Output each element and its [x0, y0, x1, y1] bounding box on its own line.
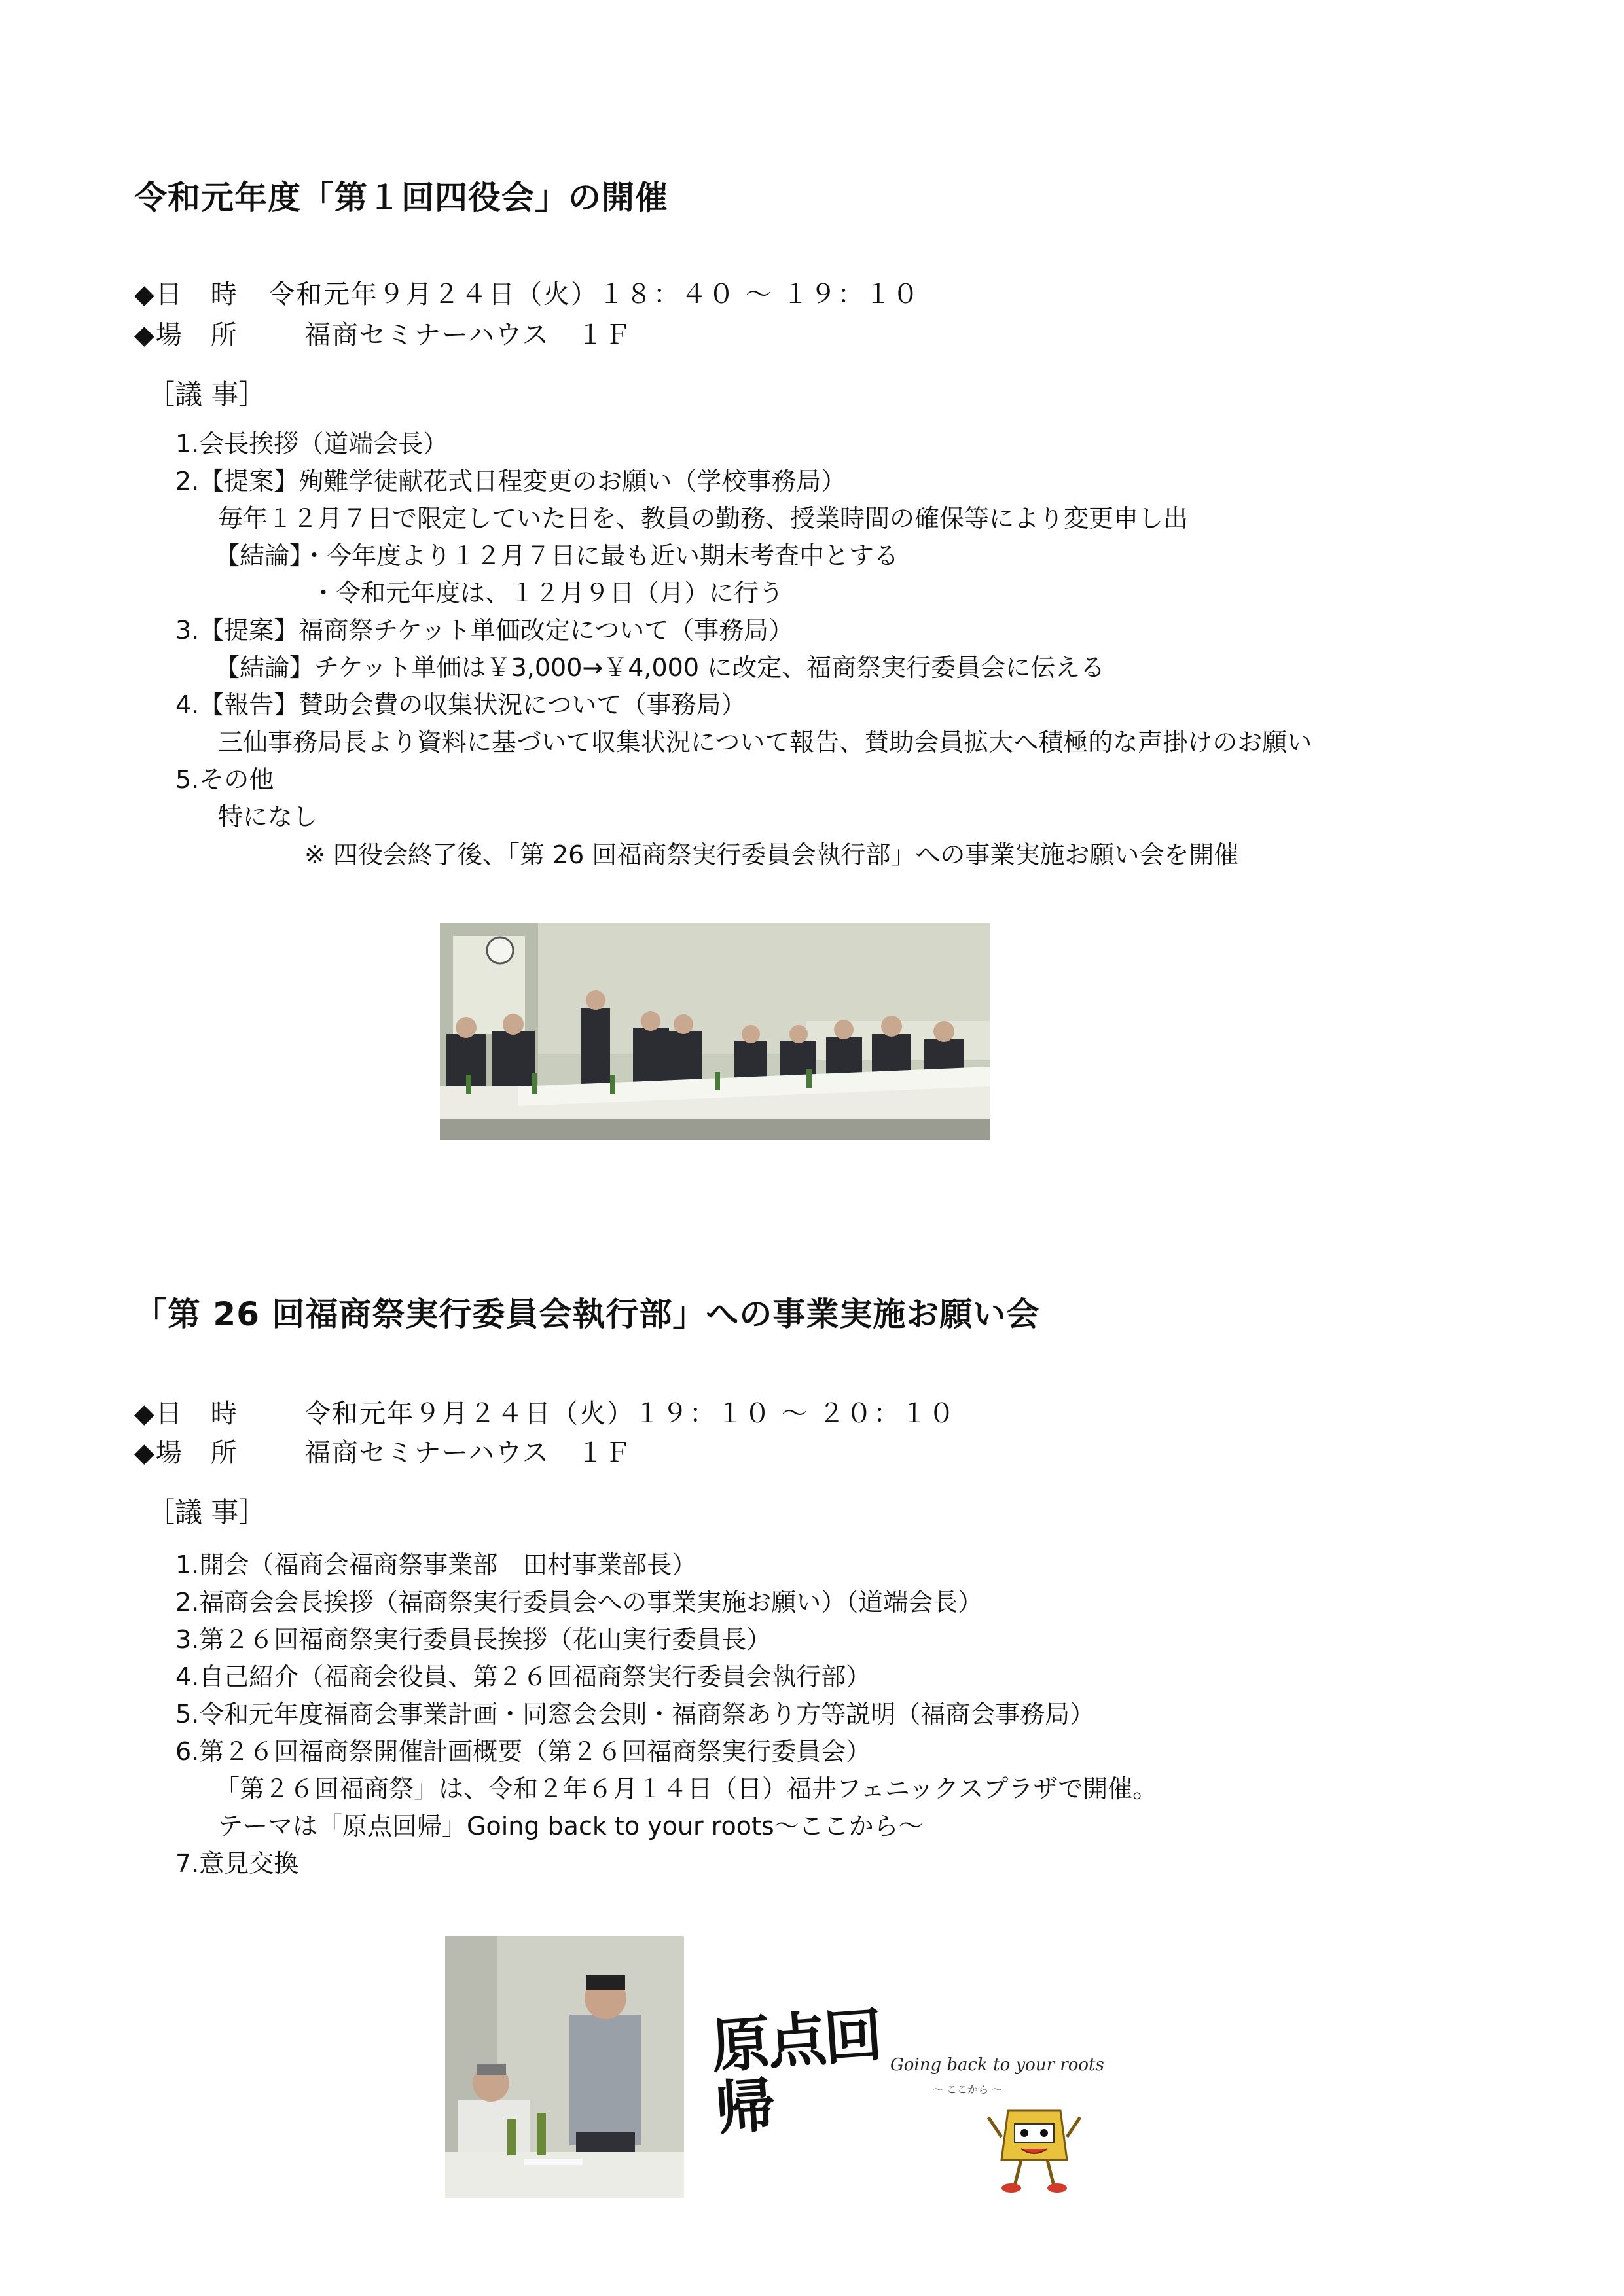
- section2-item: テーマは「原点回帰」Going back to your roots～ここから～: [218, 1812, 924, 1840]
- section2-item: 7.意見交換: [175, 1849, 299, 1878]
- section1-item: 2.【提案】殉難学徒献花式日程変更のお願い（学校事務局）: [175, 467, 846, 495]
- section2-item: 1.開会（福商会福商祭事業部 田村事業部長）: [175, 1551, 697, 1579]
- section2-item: 6.第２６回福商祭開催計画概要（第２６回福商祭実行委員会）: [175, 1737, 871, 1766]
- section1-place-value: 福商セミナーハウス １Ｆ: [304, 320, 632, 350]
- section2-item: 5.令和元年度福商会事業計画・同窓会会則・福商祭あり方等説明（福商会事務局）: [175, 1700, 1095, 1729]
- section1-item: 【結論】チケット単価は￥3,000→￥4,000 に改定、福商祭実行委員会に伝える: [215, 653, 1106, 682]
- section2-date-row: [134, 1393, 956, 1430]
- section2-place-label: ◆場 所: [134, 1438, 238, 1468]
- logo-english: Going back to your roots: [890, 2055, 1104, 2075]
- meeting-photo-2: [445, 1936, 684, 2198]
- mascot-icon: [985, 2098, 1083, 2196]
- section1-date-value: 令和元年９月２４日（火）１８：４０ ～ １９：１０: [268, 279, 920, 310]
- section1-place-label: ◆場 所: [134, 320, 238, 350]
- section2-title: 「第 26 回福商祭実行委員会執行部」への事業実施お願い会: [134, 1295, 1040, 1333]
- section1-item: 1.会長挨拶（道端会長）: [175, 429, 448, 458]
- section1-item: 特になし: [218, 802, 318, 831]
- section1-title: 令和元年度「第１回四役会」の開催: [134, 179, 668, 217]
- section2-place-value: 福商セミナーハウス １Ｆ: [304, 1438, 632, 1468]
- section2-item: 2.福商会会長挨拶（福商祭実行委員会への事業実施お願い）（道端会長）: [175, 1588, 983, 1617]
- section1-note: ※ 四役会終了後、「第 26 回福商祭実行委員会執行部」への事業実施お願い会を開催: [304, 840, 1239, 869]
- section1-item: ・令和元年度は、１２月９日（月）に行う: [311, 579, 784, 607]
- section1-item: 5.その他: [175, 765, 274, 794]
- section1-item: 3.【提案】福商祭チケット単価改定について（事務局）: [175, 616, 794, 645]
- section2-item: 「第２６回福商祭」は、令和２年６月１４日（日）福井フェニックスプラザで開催。: [215, 1774, 1158, 1803]
- logo-kanji: 原点回帰: [709, 2000, 883, 2144]
- section2-date-label: ◆日 時: [134, 1399, 238, 1429]
- section1-item: 三仙事務局長より資料に基づいて収集状況について報告、賛助会員拡大へ積極的な声掛けのお願い: [218, 728, 1312, 757]
- section2-item: 4.自己紹介（福商会役員、第２６回福商祭実行委員会執行部）: [175, 1662, 871, 1691]
- section1-place-row: [134, 314, 632, 351]
- section1-item: 【結論】・今年度より１２月７日に最も近い期末考査中とする: [215, 541, 899, 570]
- section1-item: 毎年１２月７日で限定していた日を、教員の勤務、授業時間の確保等により変更申し出: [218, 504, 1189, 533]
- section2-date-value: 令和元年９月２４日（火）１９：１０ ～ ２０：１０: [304, 1399, 956, 1429]
- section2-agenda-heading: ［議 事］: [147, 1496, 266, 1528]
- section2-place-row: [134, 1432, 632, 1469]
- section1-date-label: ◆日 時: [134, 279, 238, 310]
- section1-date-row: [134, 274, 920, 311]
- section2-item: 3.第２６回福商祭実行委員長挨拶（花山実行委員長）: [175, 1625, 772, 1654]
- meeting-photo-1: [440, 923, 990, 1140]
- logo-subtitle: ～ ここから ～: [933, 2083, 1003, 2096]
- section1-item: 4.【報告】賛助会費の収集状況について（事務局）: [175, 691, 746, 719]
- section1-agenda-heading: ［議 事］: [147, 378, 266, 410]
